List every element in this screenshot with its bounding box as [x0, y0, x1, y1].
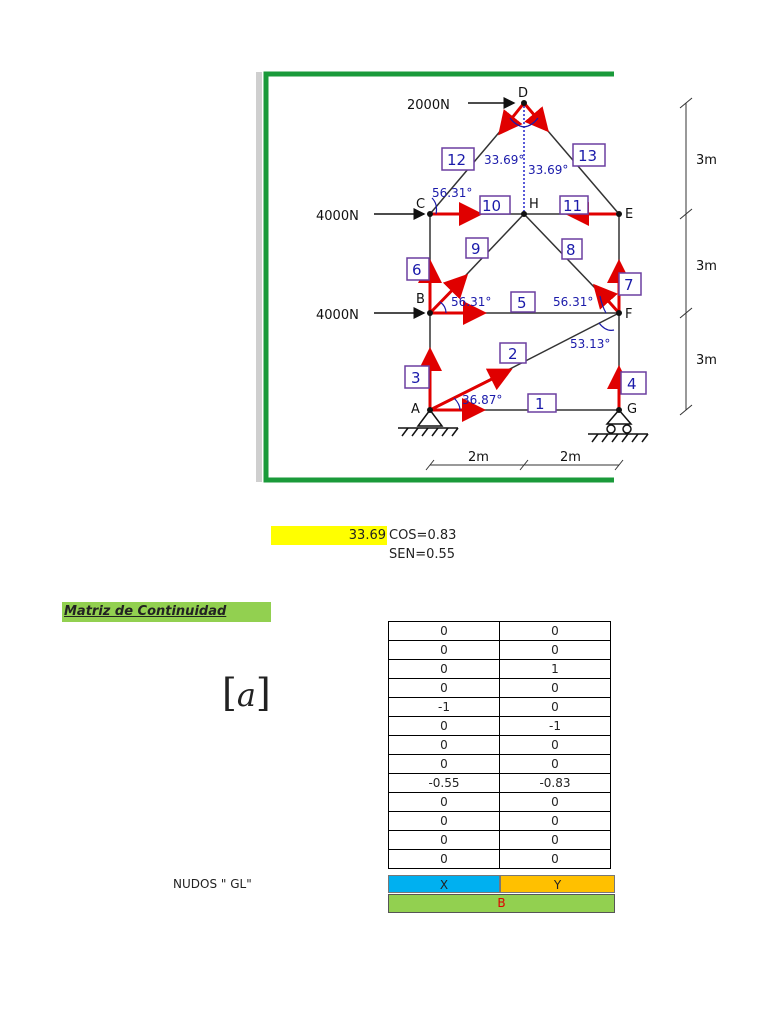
sen-value: SEN=0.55	[389, 547, 456, 562]
svg-text:12: 12	[447, 151, 467, 169]
member-numbers	[405, 144, 646, 413]
angle-d-right: 33.69°	[528, 163, 569, 177]
dim-v2: 3m	[696, 259, 717, 274]
matrix-row	[389, 679, 611, 698]
matrix-row	[389, 755, 611, 774]
node-c: C	[416, 197, 426, 212]
member-label-6	[407, 258, 429, 280]
svg-text:11: 11	[563, 197, 583, 215]
matrix-cell-y[interactable]: 0	[500, 622, 611, 641]
matrix-cell-y[interactable]: 0	[500, 812, 611, 831]
matrix-cell-y[interactable]: 1	[500, 660, 611, 679]
svg-text:8: 8	[566, 241, 576, 259]
angle-d-left: 33.69°	[484, 153, 525, 167]
matrix-cell-y[interactable]: 0	[500, 698, 611, 717]
svg-text:2: 2	[508, 345, 518, 363]
angle-f-diag: 53.13°	[570, 337, 611, 351]
svg-text:10: 10	[482, 197, 502, 215]
angle-c: 56.31°	[432, 186, 473, 200]
member-label-2	[500, 343, 526, 363]
load-d-label: 2000N	[407, 98, 450, 113]
matrix-row	[389, 698, 611, 717]
roller-support-g	[588, 410, 648, 442]
matrix-row	[389, 812, 611, 831]
matrix-cell-y[interactable]: 0	[500, 736, 611, 755]
member-label-5	[511, 292, 535, 312]
angle-value-cell[interactable]: 33.69	[271, 526, 387, 545]
svg-text:13: 13	[578, 147, 598, 165]
dim-v3: 3m	[696, 353, 717, 368]
truss-diagram	[0, 0, 768, 500]
matrix-variable: a	[236, 676, 256, 714]
diagram-border	[266, 74, 614, 480]
svg-text:3: 3	[411, 369, 421, 387]
dim-v1: 3m	[696, 153, 717, 168]
frame-shadow	[256, 72, 262, 482]
matrix-cell-y[interactable]: -1	[500, 717, 611, 736]
header-y[interactable]: Y	[500, 875, 615, 893]
node-f: F	[625, 307, 633, 322]
matrix-header-row	[388, 875, 615, 893]
svg-text:1: 1	[535, 395, 545, 413]
matrix-cell-y[interactable]: 0	[500, 831, 611, 850]
member-label-13	[573, 144, 605, 166]
svg-text:7: 7	[624, 276, 634, 294]
member-label-11	[560, 196, 588, 215]
node-a: A	[411, 402, 420, 417]
pin-support-a	[398, 410, 458, 436]
cos-value: COS=0.83	[389, 528, 457, 543]
matrix-row	[389, 850, 611, 869]
matrix-row	[389, 774, 611, 793]
angle-labels	[432, 153, 610, 407]
member-label-4	[621, 372, 646, 394]
matrix-cell-x[interactable]: 0	[389, 850, 500, 869]
matrix-cell-x[interactable]: -0.55	[389, 774, 500, 793]
matrix-row	[389, 622, 611, 641]
member-label-3	[405, 366, 429, 388]
node-b: B	[416, 292, 425, 307]
matrix-cell-y[interactable]: 0	[500, 641, 611, 660]
matrix-cell-y[interactable]: 0	[500, 679, 611, 698]
member-label-8	[562, 239, 582, 259]
matrix-cell-x[interactable]: -1	[389, 698, 500, 717]
matrix-row	[389, 660, 611, 679]
matrix-cell-x[interactable]: 0	[389, 793, 500, 812]
bracket-close: ]	[255, 671, 271, 715]
member-label-7	[619, 273, 641, 295]
member-label-9	[466, 238, 488, 258]
node-e: E	[625, 207, 634, 222]
matrix-row	[389, 736, 611, 755]
node-d: D	[518, 86, 529, 101]
member-label-1	[528, 394, 556, 413]
matrix-cell-x[interactable]: 0	[389, 831, 500, 850]
matrix-row	[389, 641, 611, 660]
node-b-label[interactable]: B	[388, 894, 615, 913]
header-x[interactable]: X	[388, 875, 500, 893]
svg-text:4: 4	[627, 375, 637, 393]
matrix-cell-x[interactable]: 0	[389, 736, 500, 755]
matrix-cell-y[interactable]: 0	[500, 850, 611, 869]
matrix-cell-x[interactable]: 0	[389, 755, 500, 774]
matrix-cell-y[interactable]: 0	[500, 755, 611, 774]
matrix-cell-x[interactable]: 0	[389, 812, 500, 831]
matrix-cell-x[interactable]: 0	[389, 679, 500, 698]
matrix-cell-y[interactable]: 0	[500, 793, 611, 812]
matrix-symbol	[222, 671, 271, 715]
angle-b: 56.31°	[451, 295, 492, 309]
matrix-row	[389, 831, 611, 850]
bracket-open: [	[222, 671, 237, 715]
section-title: Matriz de Continuidad	[62, 602, 271, 622]
matrix-cell-x[interactable]: 0	[389, 717, 500, 736]
svg-text:6: 6	[412, 261, 422, 279]
matrix-cell-x[interactable]: 0	[389, 641, 500, 660]
load-b-label: 4000N	[316, 308, 359, 323]
dim-h2: 2m	[560, 450, 581, 465]
svg-text:9: 9	[471, 240, 481, 258]
dim-h1: 2m	[468, 450, 489, 465]
matrix-cell-x[interactable]: 0	[389, 660, 500, 679]
node-g: G	[627, 402, 638, 417]
angle-a: 36.87°	[462, 393, 503, 407]
matrix-cell-y[interactable]: -0.83	[500, 774, 611, 793]
matrix-row	[389, 717, 611, 736]
svg-text:5: 5	[517, 294, 527, 312]
continuity-matrix	[388, 621, 611, 869]
load-c-label: 4000N	[316, 209, 359, 224]
matrix-cell-x[interactable]: 0	[389, 622, 500, 641]
angle-f-left: 56.31°	[553, 295, 594, 309]
node-h: H	[529, 197, 539, 212]
member-label-10	[480, 196, 510, 215]
matrix-row	[389, 793, 611, 812]
member-label-12	[442, 148, 474, 170]
nudos-label: NUDOS " GL"	[173, 877, 252, 891]
